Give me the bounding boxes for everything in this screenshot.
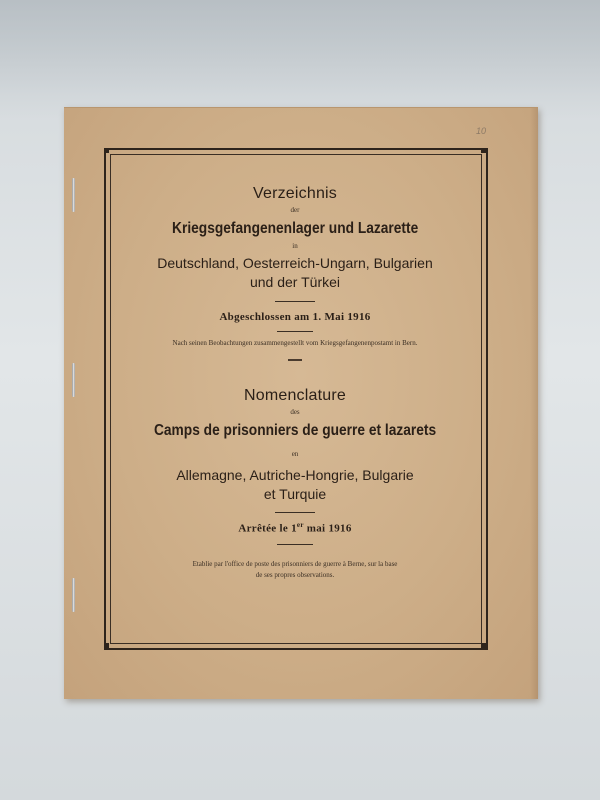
french-preposition: en [291, 450, 299, 458]
german-region-line2: und der Türkei [249, 274, 340, 290]
german-date-label: Abgeschlossen am [219, 311, 310, 323]
french-date-prefix: Arrêtée le 1 [238, 522, 297, 535]
german-note: Nach seinen Beobachtungen zusammengestellt vom Kriegsgefangenenpostamt in Bern. [172, 339, 418, 347]
french-date-suffix: mai 1916 [303, 522, 352, 535]
french-date-sup: er [296, 521, 304, 529]
staple [72, 578, 75, 612]
german-heading: Verzeichnis [252, 185, 338, 202]
divider-rule [275, 512, 315, 513]
border-corner [481, 148, 486, 153]
german-article: der [290, 206, 300, 214]
french-date [114, 521, 476, 535]
divider-rule [277, 544, 313, 545]
german-region-line1: Deutschland, Oesterreich-Ungarn, Bulgarien [157, 255, 433, 271]
background-wall [0, 0, 600, 120]
french-region-line1: Allemagne, Autriche-Hongrie, Bulgarie [176, 467, 414, 483]
german-date-value: 1. Mai 1916 [312, 311, 371, 323]
german-date [114, 311, 476, 323]
divider-rule [277, 331, 313, 332]
french-title: Camps de prisonniers de guerre et lazarets [153, 422, 437, 439]
border-corner [104, 148, 109, 153]
staple [72, 363, 75, 397]
cover-text [114, 154, 476, 581]
divider-rule [275, 301, 315, 302]
french-article: des [290, 408, 300, 416]
booklet-cover [64, 107, 538, 699]
staple [72, 178, 75, 212]
border-corner [481, 643, 486, 648]
french-note-line2: de ses propres observations. [255, 570, 335, 579]
french-note-line1: Etablie par l'office de poste des prisonniers de guerre à Berne, sur la base [192, 559, 398, 568]
german-preposition: in [292, 242, 298, 250]
border-corner [104, 643, 109, 648]
french-heading: Nomenclature [243, 387, 346, 404]
french-region-line2: et Turquie [263, 486, 327, 502]
ornament [288, 359, 302, 361]
pencil-mark: 10 [476, 126, 487, 136]
german-title: Kriegsgefangenenlager und Lazarette [171, 220, 419, 237]
